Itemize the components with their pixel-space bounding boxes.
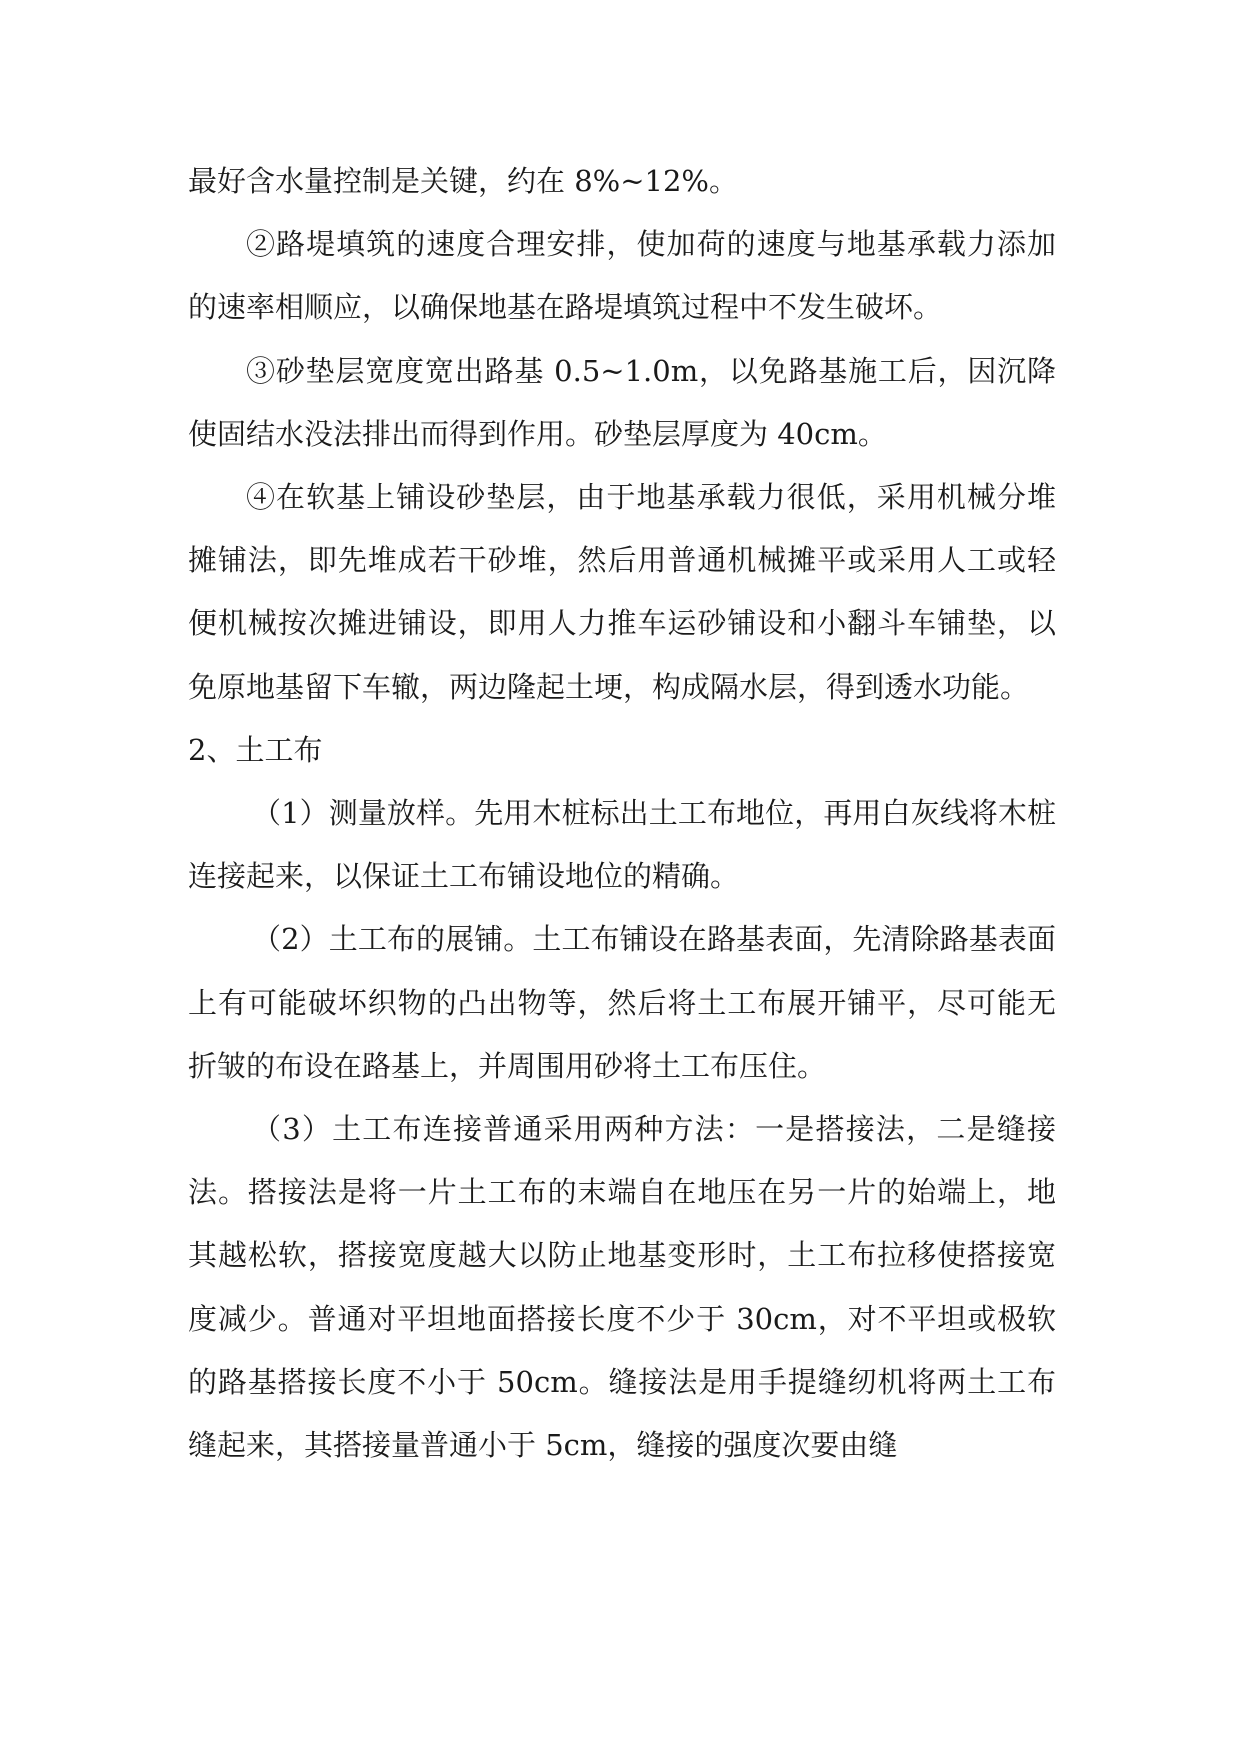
section-heading: 2、土工布 <box>188 732 323 767</box>
document-body <box>188 150 1056 1477</box>
paragraph-item-3: ③砂垫层宽度宽出路基 0.5~1.0m，以免路基施工后，因沉降使固结水没法排出而得到作用。砂垫层厚度为 40cm。 <box>188 353 1056 451</box>
paragraph-step-1: （1）测量放样。先用木桩标出土工布地位，再用白灰线将木桩连接起来，以保证土工布铺设地位的精确。 <box>188 796 1056 894</box>
paragraph-item-2: ②路堤填筑的速度合理安排，使加荷的速度与地基承载力添加的速率相顺应，以确保地基在路堤填筑过程中不发生破坏。 <box>188 227 1056 325</box>
paragraph-step-3: （3）土工布连接普通采用两种方法：一是搭接法，二是缝接法。搭接法是将一片土工布的末端自在地压在另一片的始端上，地其越松软，搭接宽度越大以防止地基变形时，土工布拉移使搭接宽度减少。普通对平坦地面搭接长度不少于 30cm，对不平坦或极软的路基搭接长度不小于 50cm。缝接法是用手提缝纫机将两土工布缝起来，其搭接量普通小于 5cm，缝接的强度次要由缝 <box>188 1112 1056 1463</box>
paragraph-continuation: 最好含水量控制是关键，约在 8%~12%。 <box>188 164 738 198</box>
paragraph-step-2: （2）土工布的展铺。土工布铺设在路基表面，先清除路基表面上有可能破坏织物的凸出物等，然后将土工布展开铺平，尽可能无折皱的布设在路基上，并周围用砂将土工布压住。 <box>188 922 1056 1083</box>
paragraph-item-4: ④在软基上铺设砂垫层，由于地基承载力很低，采用机械分堆摊铺法，即先堆成若干砂堆，然后用普通机械摊平或采用人工或轻便机械按次摊进铺设，即用人力推车运砂铺设和小翻斗车铺垫，以免原地基留下车辙，两边隆起土埂，构成隔水层，得到透水功能。 <box>188 480 1056 704</box>
